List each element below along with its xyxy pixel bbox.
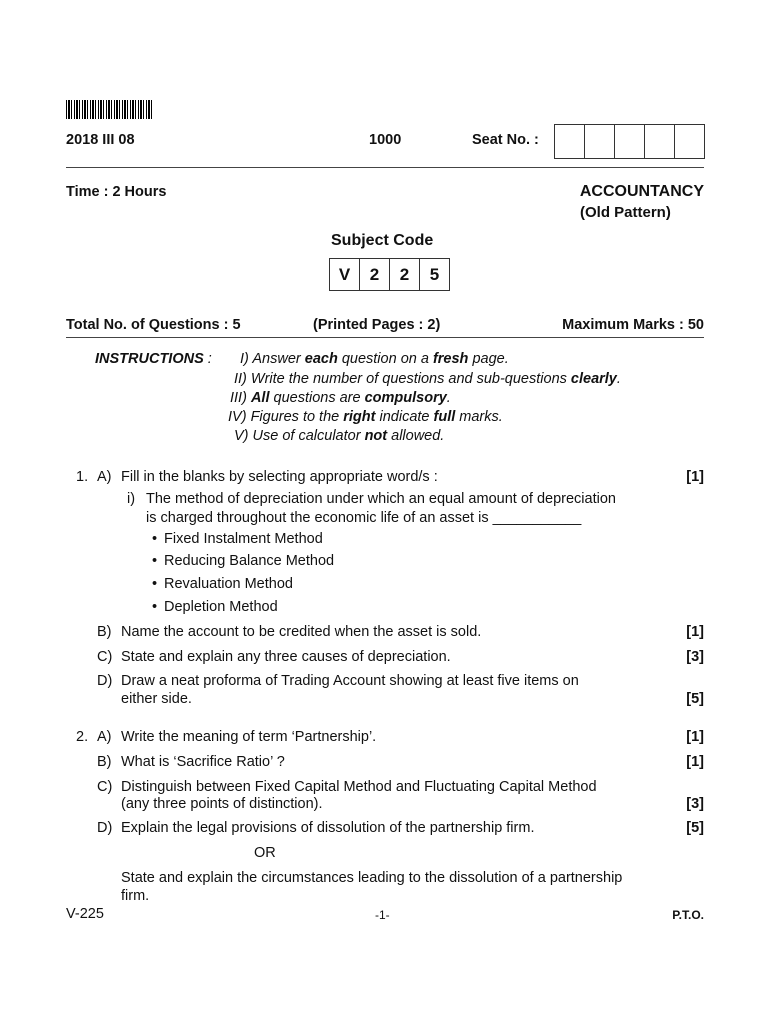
question-1a-text: Fill in the blanks by selecting appropriate word/s : — [121, 469, 438, 485]
time-allowed: Time : 2 Hours — [66, 184, 167, 200]
subject-code-label: Subject Code — [331, 232, 434, 249]
copies-count: 1000 — [369, 132, 402, 148]
exam-code: 2018 III 08 — [66, 132, 135, 148]
question-1b-marks: [1] — [686, 624, 704, 640]
question-2c-marks: [3] — [686, 796, 704, 812]
question-1a-label: A) — [97, 469, 112, 485]
seat-box — [585, 125, 615, 158]
question-2d-alt-line2: firm. — [121, 888, 150, 904]
question-2b-text: What is ‘Sacrifice Ratio’ ? — [121, 754, 285, 770]
question-2d-label: D) — [97, 820, 113, 836]
question-2c-line2: (any three points of distinction). — [121, 796, 323, 812]
question-2d-text: Explain the legal provisions of dissolution of the partnership firm. — [121, 820, 535, 836]
option-item: • Revaluation Method — [164, 576, 293, 592]
subject-pattern: (Old Pattern) — [580, 204, 671, 221]
question-1d-marks: [5] — [686, 691, 704, 707]
footer-pto: P.T.O. — [672, 908, 704, 922]
footer-paper-code: V-225 — [66, 906, 104, 922]
details-divider — [66, 337, 704, 338]
question-1a-marks: [1] — [686, 469, 704, 485]
question-1b-text: Name the account to be credited when the asset is sold. — [121, 624, 482, 640]
question-1d-line1: Draw a neat proforma of Trading Account showing at least five items on — [121, 673, 579, 689]
question-2b-marks: [1] — [686, 754, 704, 770]
question-2b-label: B) — [97, 754, 112, 770]
seat-box — [555, 125, 585, 158]
question-1-number: 1. — [76, 469, 89, 485]
option-item: • Depletion Method — [164, 599, 278, 615]
footer-page-number: -1- — [375, 908, 390, 922]
subject-code-char: 2 — [390, 259, 420, 290]
question-2a-marks: [1] — [686, 729, 704, 745]
question-2c-label: C) — [97, 779, 113, 795]
question-2a-label: A) — [97, 729, 112, 745]
option-item: • Fixed Instalment Method — [164, 531, 323, 547]
question-2d-marks: [5] — [686, 820, 704, 836]
maximum-marks: Maximum Marks : 50 — [562, 317, 704, 333]
question-1a-i-label: i) — [127, 491, 136, 507]
instruction-item: V) Use of calculator not allowed. — [234, 428, 445, 444]
header-divider — [66, 167, 704, 168]
question-2-number: 2. — [76, 729, 89, 745]
or-separator: OR — [254, 845, 276, 861]
printed-pages: (Printed Pages : 2) — [313, 317, 441, 333]
question-1a-i-line2: is charged throughout the economic life of an asset is ___________ — [146, 510, 582, 526]
question-2d-alt-line1: State and explain the circumstances leading to the dissolution of a partnership — [121, 870, 623, 886]
seat-number-boxes — [554, 124, 705, 159]
subject-code-char: 2 — [360, 259, 390, 290]
subject-code-char: V — [330, 259, 360, 290]
question-1a-i-line1: The method of depreciation under which an equal amount of depreciation — [146, 491, 616, 507]
question-1d-label: D) — [97, 673, 113, 689]
seat-label: Seat No. : — [472, 132, 539, 148]
question-1c-text: State and explain any three causes of depreciation. — [121, 649, 451, 665]
question-1d-line2: either side. — [121, 691, 192, 707]
instructions-label: INSTRUCTIONS : — [95, 351, 212, 367]
total-questions: Total No. of Questions : 5 — [66, 317, 241, 333]
question-1b-label: B) — [97, 624, 112, 640]
question-1c-marks: [3] — [686, 649, 704, 665]
seat-box — [615, 125, 645, 158]
question-2c-line1: Distinguish between Fixed Capital Method and Fluctuating Capital Method — [121, 779, 597, 795]
instruction-item: I) Answer each question on a fresh page. — [240, 351, 509, 367]
question-1c-label: C) — [97, 649, 113, 665]
question-2a-text: Write the meaning of term ‘Partnership’. — [121, 729, 377, 745]
barcode — [66, 100, 154, 119]
subject-title: ACCOUNTANCY — [579, 183, 704, 200]
seat-box — [675, 125, 704, 158]
instruction-item: IV) Figures to the right indicate full marks. — [228, 409, 503, 425]
subject-code-boxes — [329, 258, 450, 291]
instruction-item: III) All questions are compulsory. — [230, 390, 451, 406]
option-item: • Reducing Balance Method — [164, 553, 334, 569]
instruction-item: II) Write the number of questions and sub-questions clearly. — [234, 371, 621, 387]
subject-code-char: 5 — [429, 265, 440, 284]
seat-box — [645, 125, 675, 158]
